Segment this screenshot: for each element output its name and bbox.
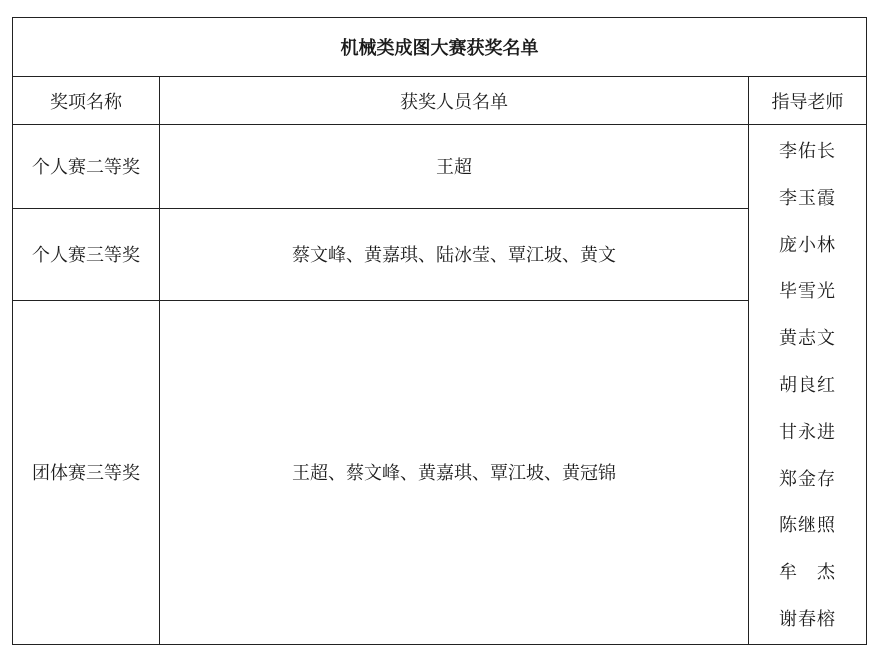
winners-cell: 王超、蔡文峰、黄嘉琪、覃江坡、黄冠锦 — [160, 300, 749, 644]
award-list-table — [12, 17, 867, 645]
table-title: 机械类成图大赛获奖名单 — [13, 18, 867, 77]
header-row — [13, 77, 867, 125]
title-row — [13, 18, 867, 77]
winners-cell: 蔡文峰、黄嘉琪、陆冰莹、覃江坡、黄文 — [160, 208, 749, 300]
award-name-cell: 个人赛三等奖 — [13, 208, 160, 300]
award-name-cell: 团体赛三等奖 — [13, 300, 160, 644]
header-award-name: 奖项名称 — [13, 77, 160, 125]
table-row — [13, 125, 867, 209]
advisor-name: 李佑长 — [779, 141, 836, 162]
advisor-name: 胡良红 — [779, 374, 836, 396]
header-advisors: 指导老师 — [749, 77, 867, 125]
winners-cell: 王超 — [160, 125, 749, 209]
advisor-name: 谢春榕 — [779, 608, 836, 630]
advisor-name: 毕雪光 — [779, 281, 836, 303]
advisor-name: 李玉霞 — [779, 187, 836, 209]
advisor-list — [749, 129, 866, 644]
advisor-name: 黄志文 — [779, 328, 836, 350]
table-row — [13, 208, 867, 300]
table-row — [13, 300, 867, 644]
advisors-cell — [749, 125, 867, 645]
header-winners: 获奖人员名单 — [160, 77, 749, 125]
award-name-cell: 个人赛二等奖 — [13, 125, 160, 209]
advisor-name: 牟 杰 — [779, 562, 836, 584]
advisor-name: 陈继照 — [779, 515, 836, 537]
advisor-name: 郑金存 — [779, 468, 836, 490]
advisor-name: 甘永进 — [779, 421, 836, 443]
advisor-name: 庞小林 — [779, 234, 836, 256]
